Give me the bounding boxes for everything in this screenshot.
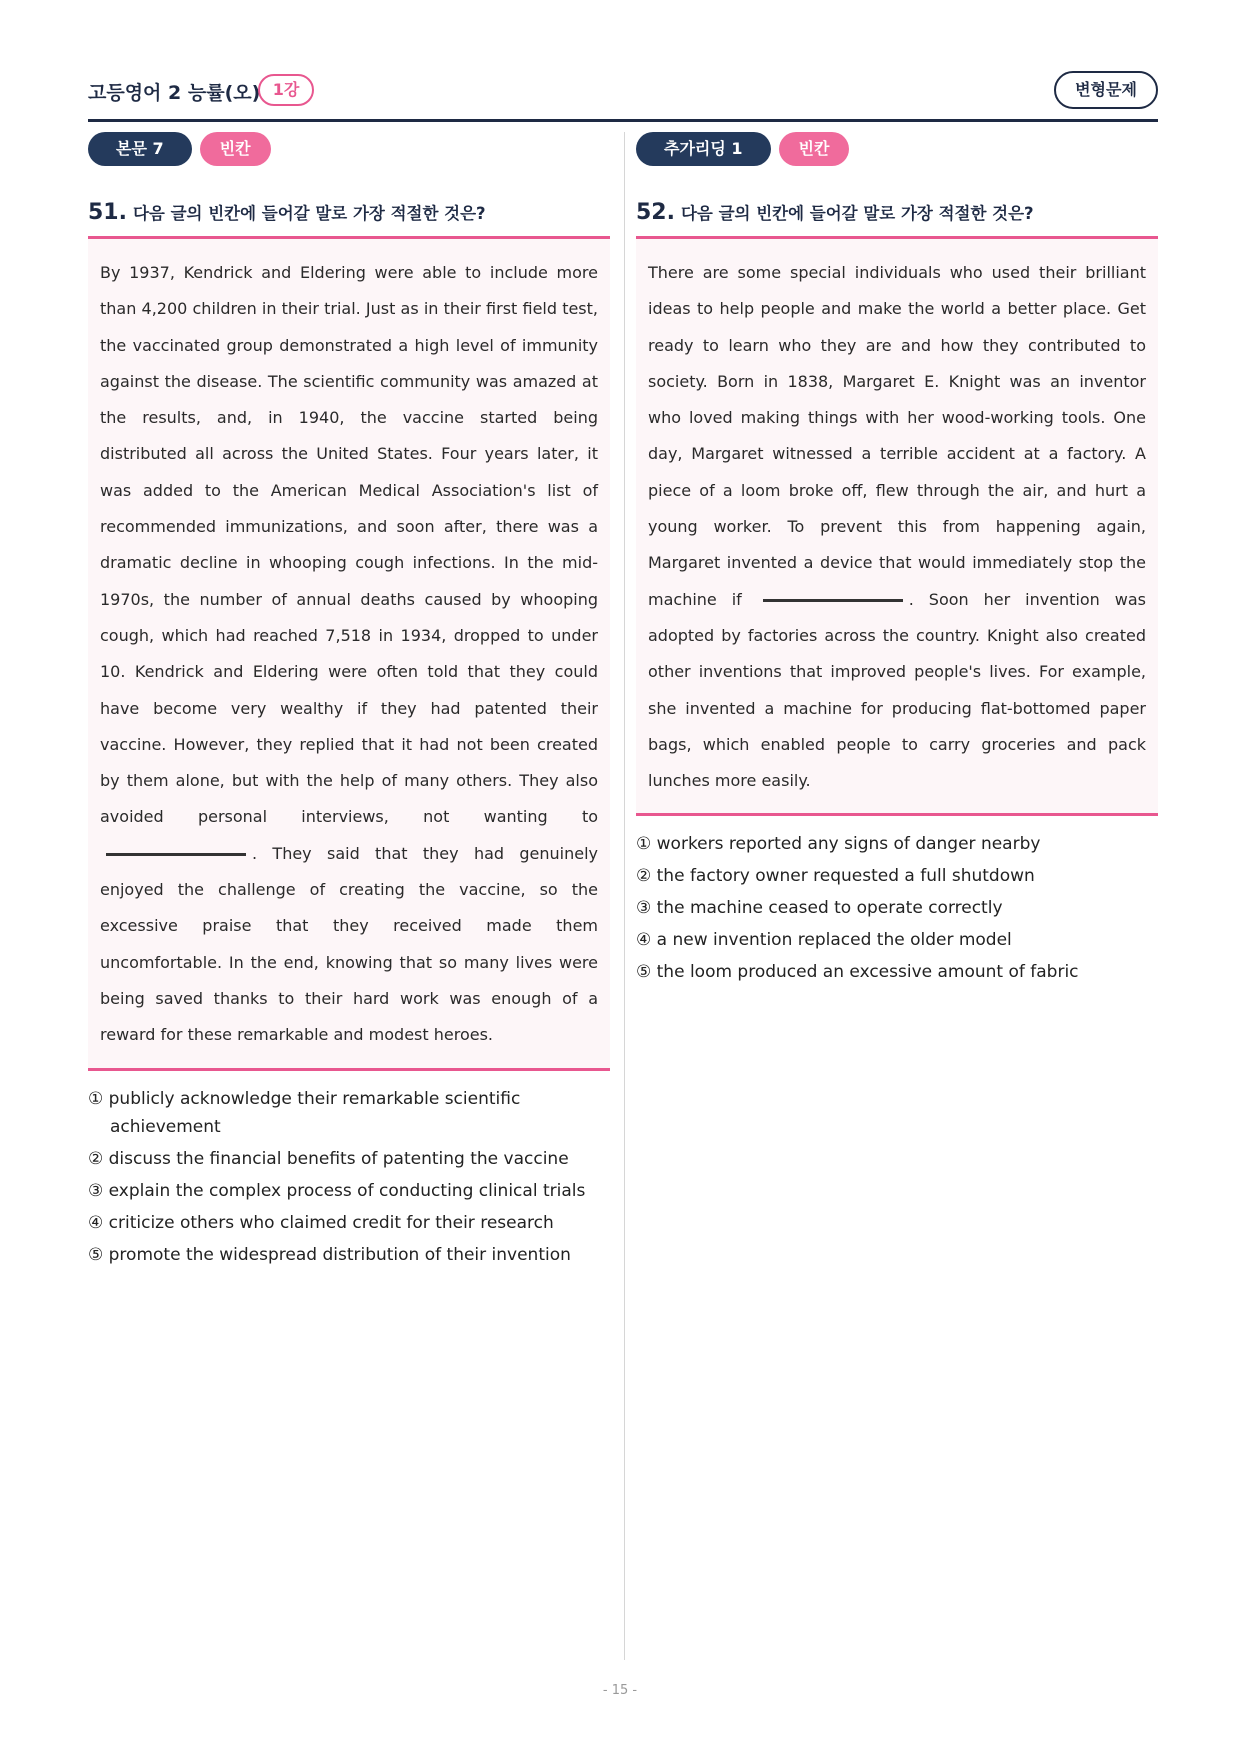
passage <box>636 239 1158 816</box>
passage-text-after-blank: . Soon her invention was adopted by factories across the country. Knight also created other inventions that improved people's lives. For example, she invented a machine for producing flat-bottomed paper bags, which enabled people to carry groceries and pack lunches more easily. <box>648 589 1146 791</box>
answer-blank <box>106 853 246 856</box>
page-number: - 15 - <box>602 1683 638 1698</box>
choice-1[interactable]: ① publicly acknowledge their remarkable scientific achievement <box>88 1088 521 1137</box>
category-tag: 빈칸 <box>779 132 850 166</box>
page-header <box>88 64 1158 120</box>
passage <box>88 239 610 1071</box>
column-divider <box>624 132 625 1660</box>
question-number: 52. <box>636 200 675 225</box>
choice-5[interactable]: ⑤ the loom produced an excessive amount of fabric <box>636 962 1079 983</box>
question-tags <box>636 132 1158 168</box>
question-title <box>88 200 610 239</box>
passage-text-after-blank: . They said that they had genuinely enjoyed the challenge of creating the vaccine, so the excessive praise that they received made them uncomfortable. In the end, knowing that so many lives were being saved thanks to their hard work was enough of a reward for these remarkable and modest heroes. <box>100 843 598 1045</box>
header-divider <box>88 119 1158 122</box>
answer-blank <box>763 599 903 602</box>
answer-choices <box>636 828 1158 988</box>
section-tag: 추가리딩 1 <box>636 132 771 166</box>
textbook-title: 고등영어 2 능률(오) <box>88 82 261 104</box>
passage-text-before-blank: By 1937, Kendrick and Eldering were able to include more than 4,200 children in their trial. Just as in their first field test, the vaccinated group demonstrated a high level of immunity against the disease. The scientific community was amazed at the results, and, in 1940, the vaccine started being distributed all across the United States. Four years later, it was added to the American Medical Association's list of recommended immunizations, and soon after, there was a dramatic decline in whooping cough infections. In the mid-1970s, the number of annual deaths caused by whooping cough, which had reached 7,518 in 1934, dropped to under 10. Kendrick and Eldering were often told that they could have become very wealthy if they had patented their vaccine. However, they replied that it had not been created by them alone, but with the help of many others. They also avoided personal interviews, not wanting to <box>100 263 598 827</box>
choice-4[interactable]: ④ criticize others who claimed credit for their research <box>88 1212 554 1233</box>
question-prompt: 다음 글의 빈칸에 들어갈 말로 가장 적절한 것은? <box>680 204 1034 223</box>
choice-2[interactable]: ② discuss the financial benefits of patenting the vaccine <box>88 1148 569 1169</box>
passage-text-before-blank: There are some special individuals who used their brilliant ideas to help people and make the world a better place. Get ready to learn who they are and how they contributed to society. Born in 1838, Margaret E. Knight was an inventor who loved making things with her wood-working tools. One day, Margaret witnessed a terrible accident at a factory. A piece of a loom broke off, flew through the air, and hurt a young worker. To prevent this from happening again, Margaret invented a device that would immediately stop the machine if <box>648 263 1146 609</box>
choice-4[interactable]: ④ a new invention replaced the older model <box>636 930 1012 951</box>
lesson-badge: 1강 <box>258 74 314 106</box>
category-tag: 빈칸 <box>200 132 271 166</box>
question-type-badge: 변형문제 <box>1054 71 1158 109</box>
answer-choices <box>88 1083 610 1271</box>
choice-2[interactable]: ② the factory owner requested a full shutdown <box>636 866 1035 887</box>
question-51 <box>88 132 610 1271</box>
section-tag: 본문 7 <box>88 132 192 166</box>
choice-3[interactable]: ③ explain the complex process of conducting clinical trials <box>88 1180 586 1201</box>
question-52 <box>636 132 1158 988</box>
question-tags <box>88 132 610 168</box>
choice-5[interactable]: ⑤ promote the widespread distribution of their invention <box>88 1244 571 1265</box>
question-number: 51. <box>88 200 127 225</box>
question-prompt: 다음 글의 빈칸에 들어갈 말로 가장 적절한 것은? <box>132 204 486 223</box>
question-title <box>636 200 1158 239</box>
choice-3[interactable]: ③ the machine ceased to operate correctly <box>636 898 1003 919</box>
choice-1[interactable]: ① workers reported any signs of danger nearby <box>636 834 1041 855</box>
